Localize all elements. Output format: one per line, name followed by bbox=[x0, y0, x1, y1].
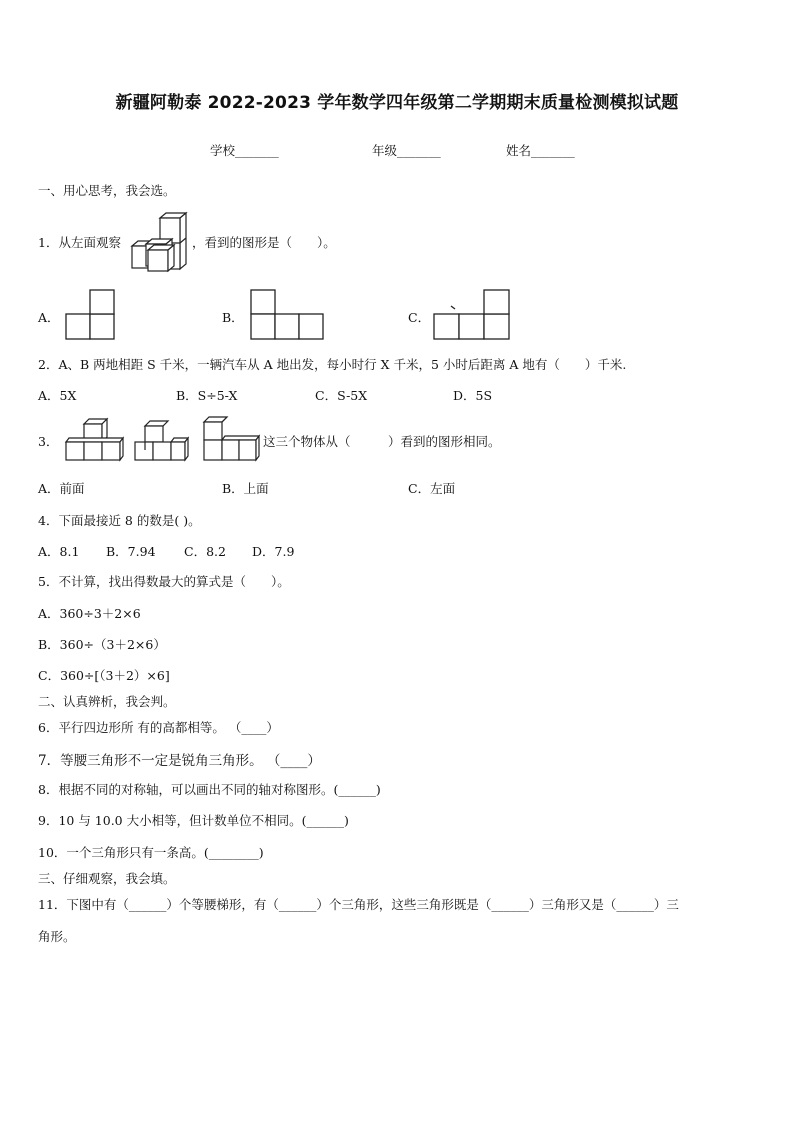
q9-text: 9．10 与 10.0 大小相等，但计数单位不相同。(______) bbox=[38, 813, 349, 828]
q2-option-d[interactable]: D．5S bbox=[453, 388, 493, 403]
section-1-heading: 一、用心思考，我会选。 bbox=[38, 183, 176, 198]
name-field[interactable]: 姓名_______ bbox=[506, 143, 575, 158]
q1-option-c-figure bbox=[433, 289, 511, 341]
q5-option-b[interactable]: B．360÷（3＋2×6） bbox=[38, 637, 166, 652]
q5-option-c[interactable]: C．360÷[（3＋2）×6] bbox=[38, 668, 170, 683]
q6-text: 6．平行四边形所 有的高都相等。 （____） bbox=[38, 720, 279, 735]
q5-option-a[interactable]: A．360÷3＋2×6 bbox=[38, 606, 141, 621]
q1-option-b-figure bbox=[250, 289, 326, 341]
school-field[interactable]: 学校_______ bbox=[210, 143, 279, 158]
q1-prefix: 1．从左面观察 bbox=[38, 235, 121, 250]
q3-object-3-figure bbox=[198, 416, 260, 464]
q4-text: 4．下面最接近 8 的数是( )。 bbox=[38, 513, 201, 528]
q11-text-line-1: 11．下图中有（______）个等腰梯形，有（______）个三角形，这些三角形既是（______）三角形又是（______）三 bbox=[38, 897, 679, 912]
q2-option-c[interactable]: C．S-5X bbox=[315, 388, 368, 403]
q4-option-d[interactable]: D．7.9 bbox=[252, 544, 295, 559]
q3-option-c[interactable]: C．左面 bbox=[408, 481, 456, 496]
section-3-heading: 三、仔细观察，我会填。 bbox=[38, 871, 176, 886]
page-title: 新疆阿勒泰 2022-2023 学年数学四年级第二学期期末质量检测模拟试题 bbox=[115, 93, 679, 113]
q1-option-a-figure bbox=[65, 289, 117, 341]
q4-option-b[interactable]: B．7.94 bbox=[106, 544, 156, 559]
section-2-heading: 二、认真辨析，我会判。 bbox=[38, 694, 176, 709]
grade-field[interactable]: 年级_______ bbox=[372, 143, 441, 158]
q1-option-b[interactable]: B． bbox=[222, 310, 244, 325]
q2-text: 2．A、B 两地相距 S 千米，一辆汽车从 A 地出发，每小时行 X 千米，5 小时后距离 A 地有（ ）千米. bbox=[38, 357, 627, 372]
q3-option-b[interactable]: B．上面 bbox=[222, 481, 269, 496]
q3-object-1-figure bbox=[62, 418, 124, 464]
q5-text: 5．不计算，找出得数最大的算式是（ ）。 bbox=[38, 574, 290, 589]
q2-option-b[interactable]: B．S÷5-X bbox=[176, 388, 238, 403]
q7-text: 7．等腰三角形不一定是锐角三角形。 （____） bbox=[38, 753, 321, 769]
q2-option-a[interactable]: A．5X bbox=[38, 388, 77, 403]
q1-option-c[interactable]: C． bbox=[408, 310, 431, 325]
q3-text: 这三个物体从（ ）看到的图形相同。 bbox=[263, 434, 501, 449]
q1-option-a[interactable]: A． bbox=[38, 310, 60, 325]
q3-option-a[interactable]: A．前面 bbox=[38, 481, 85, 496]
q10-text: 10．一个三角形只有一条高。(________) bbox=[38, 845, 264, 860]
q3-number: 3． bbox=[38, 434, 59, 449]
q3-object-2-figure bbox=[131, 418, 191, 464]
q1-suffix: ，看到的图形是（ ）。 bbox=[192, 235, 336, 250]
q4-option-a[interactable]: A．8.1 bbox=[38, 544, 80, 559]
q8-text: 8．根据不同的对称轴，可以画出不同的轴对称图形。(______) bbox=[38, 782, 381, 797]
q4-option-c[interactable]: C．8.2 bbox=[184, 544, 226, 559]
q1-cube-stack-figure bbox=[128, 212, 192, 274]
q11-text-line-2: 角形。 bbox=[38, 929, 76, 944]
